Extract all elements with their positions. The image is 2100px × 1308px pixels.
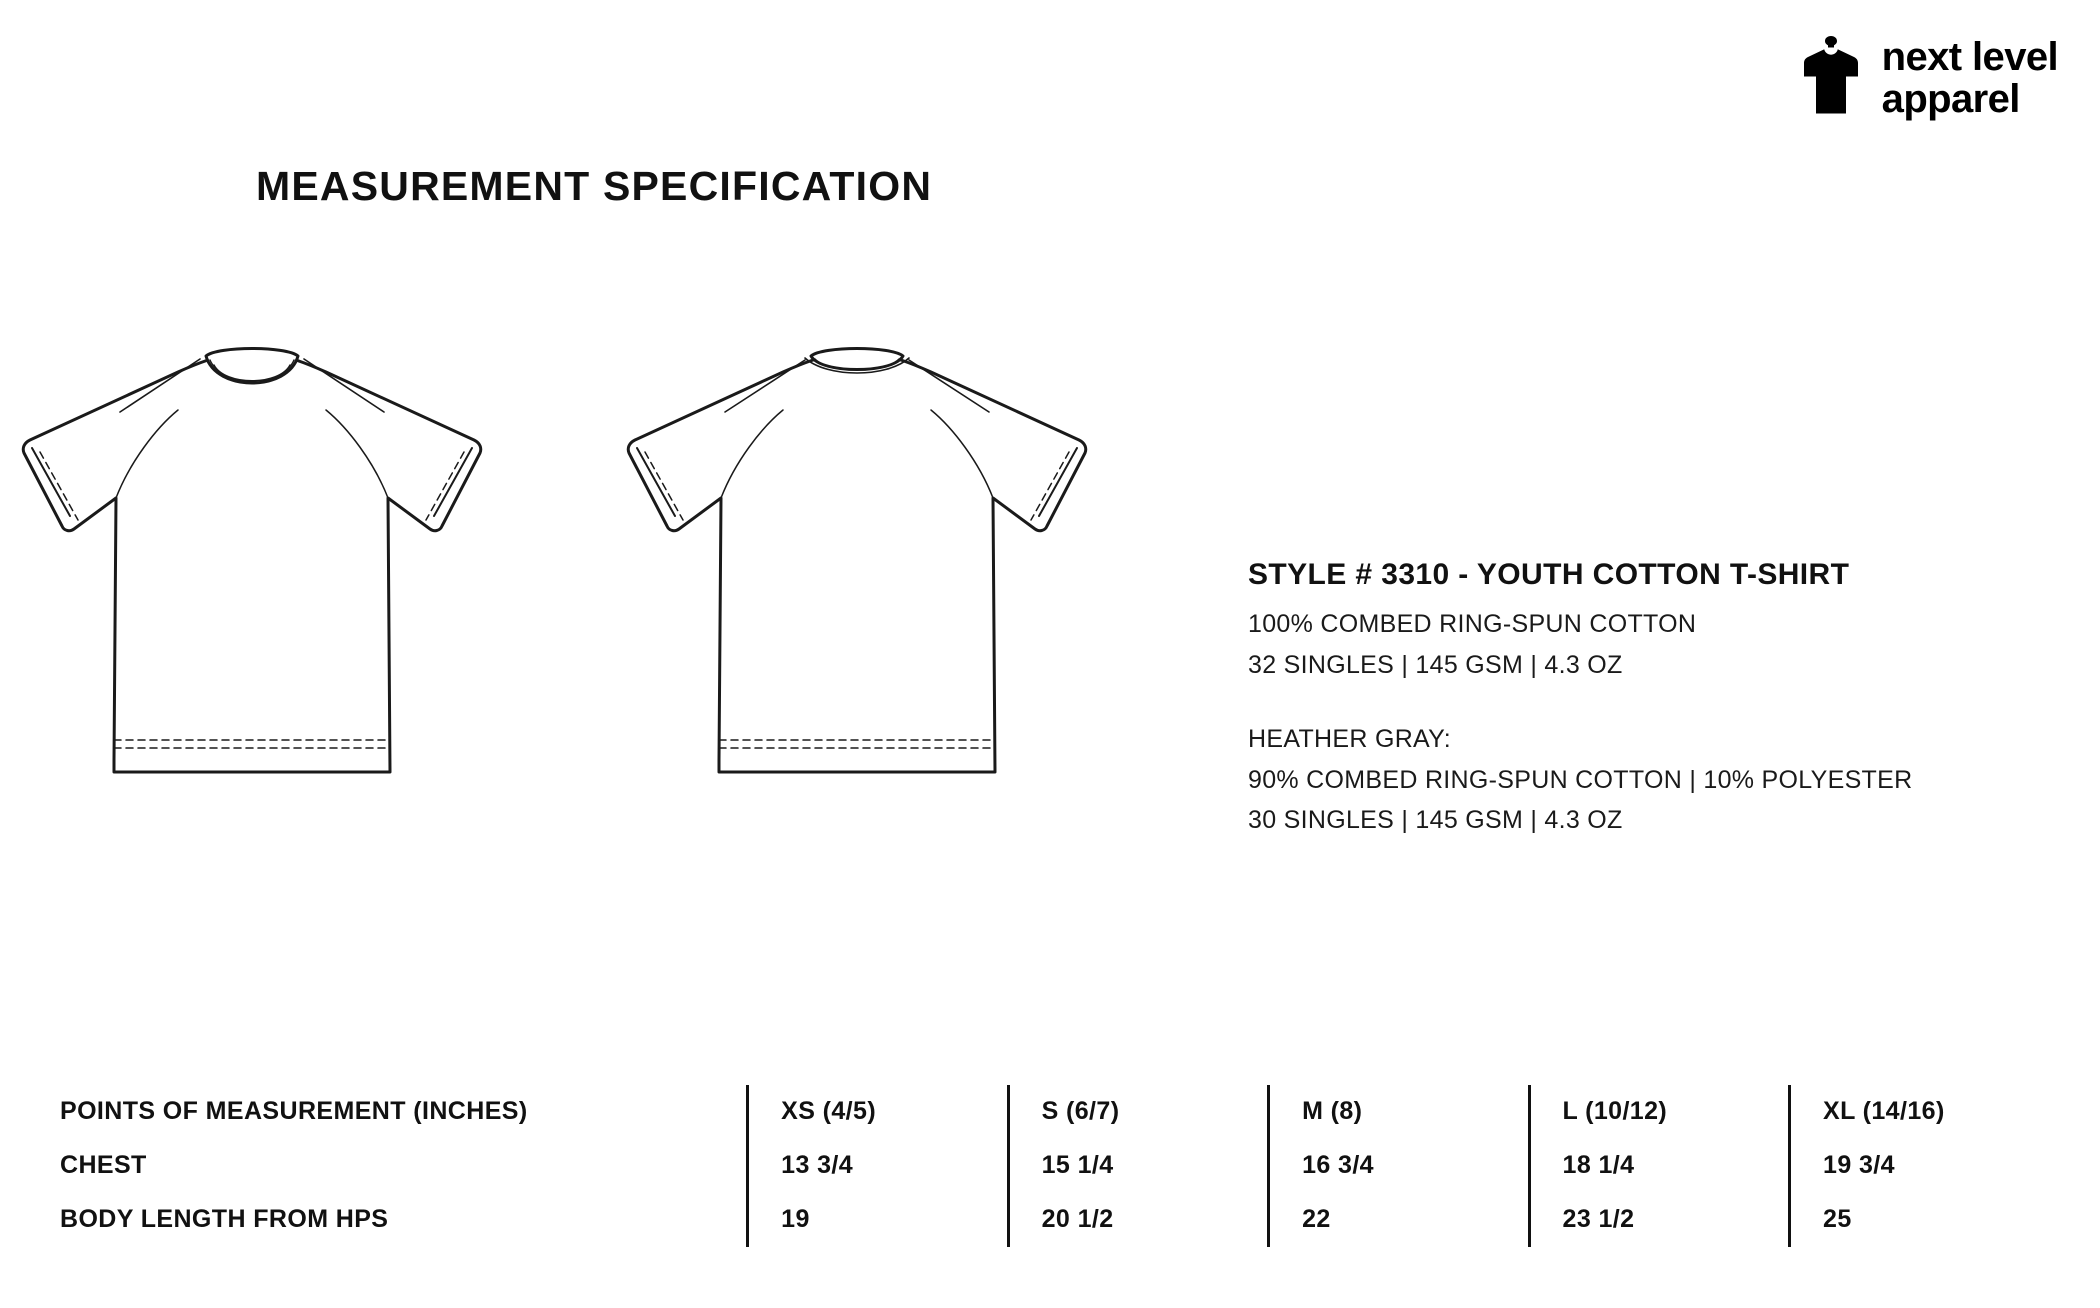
table-row: [60, 1139, 2050, 1193]
brand-name-line1: next level: [1881, 35, 2058, 79]
tshirt-hanger-icon: [1794, 34, 1868, 116]
body-length-l: 23 1/2: [1529, 1193, 1789, 1247]
page-title: MEASUREMENT SPECIFICATION: [256, 163, 933, 209]
body-length-s: 20 1/2: [1008, 1193, 1268, 1247]
chest-xl: 19 3/4: [1790, 1139, 2050, 1193]
tshirt-front-illustration: [10, 330, 610, 950]
spec-spacer: [1248, 685, 2068, 719]
brand-name: [1882, 34, 2058, 120]
chest-s: 15 1/4: [1008, 1139, 1268, 1193]
size-header-xl: XL (14/16): [1790, 1085, 2050, 1139]
brand-logo: [1794, 34, 2058, 120]
table-header-row: [60, 1085, 2050, 1139]
row-label-body-length: BODY LENGTH FROM HPS: [60, 1205, 389, 1233]
fabric-line-2: 32 SINGLES | 145 GSM | 4.3 OZ: [1248, 650, 1623, 679]
body-length-xl: 25: [1790, 1193, 2050, 1247]
body-length-xs: 19: [748, 1193, 1008, 1247]
fabric-line-1: 100% COMBED RING-SPUN COTTON: [1248, 610, 1697, 638]
body-length-m: 22: [1269, 1193, 1529, 1247]
size-header-xs: XS (4/5): [748, 1085, 1008, 1139]
chest-xs: 13 3/4: [748, 1139, 1008, 1193]
heather-line-1: 90% COMBED RING-SPUN COTTON | 10% POLYESTER: [1248, 765, 1913, 794]
measurement-table: [0, 1085, 2100, 1247]
size-header-l: L (10/12): [1529, 1085, 1789, 1139]
row-label-chest: CHEST: [60, 1151, 147, 1179]
tshirt-back-illustration: [615, 330, 1215, 950]
size-header-m: M (8): [1269, 1085, 1529, 1139]
heather-gray-heading: HEATHER GRAY:: [1248, 725, 1452, 753]
chest-m: 16 3/4: [1269, 1139, 1529, 1193]
heather-line-2: 30 SINGLES | 145 GSM | 4.3 OZ: [1248, 806, 1623, 834]
chest-l: 18 1/4: [1529, 1139, 1789, 1193]
pom-header-label: POINTS OF MEASUREMENT (INCHES): [60, 1097, 528, 1125]
table-row: [60, 1193, 2050, 1247]
product-spec-block: [1248, 558, 2068, 841]
style-number-line: STYLE # 3310 - YOUTH COTTON T-SHIRT: [1248, 558, 1850, 591]
brand-name-line2: apparel: [1881, 77, 2020, 121]
size-header-s: S (6/7): [1008, 1085, 1268, 1139]
